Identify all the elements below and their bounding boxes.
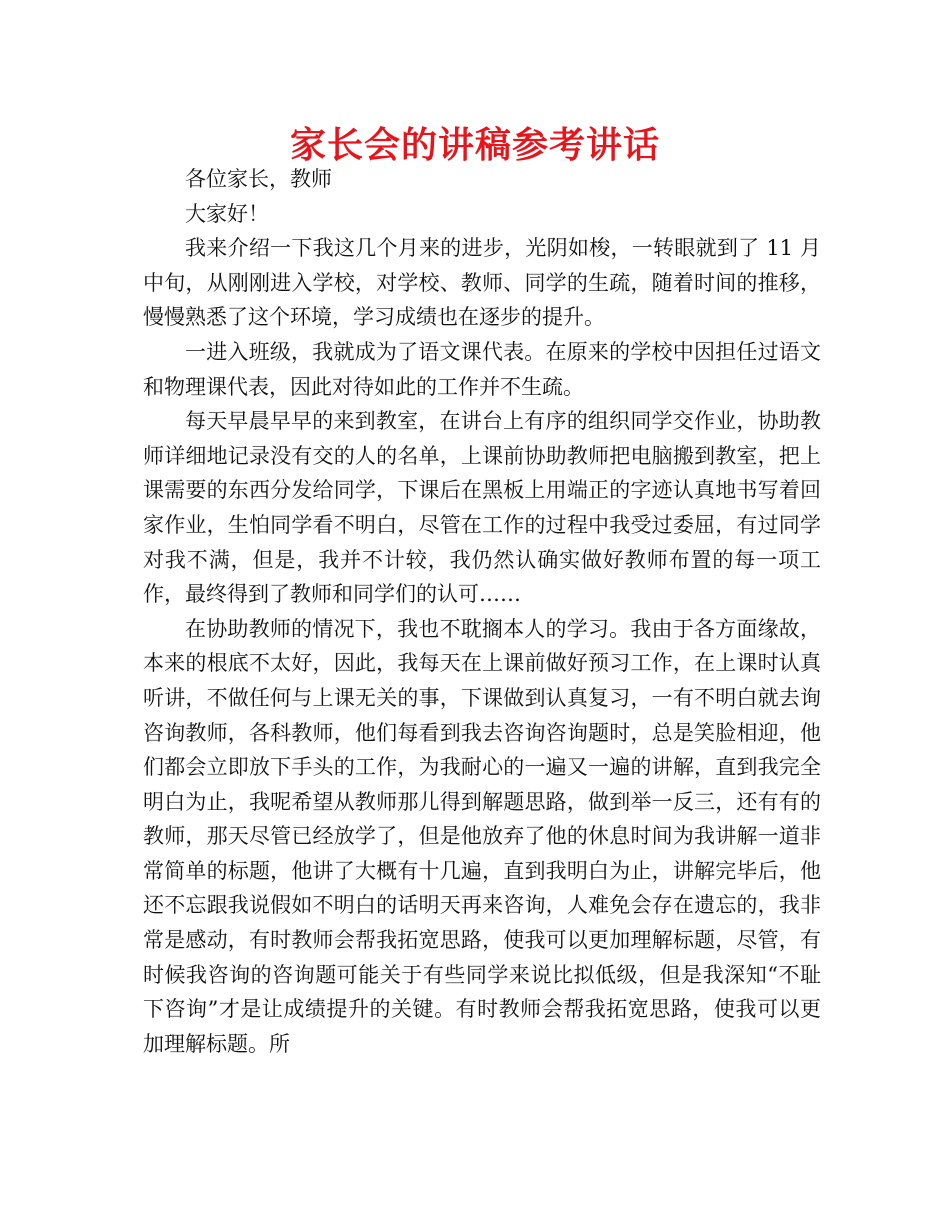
paragraph-greeting: 大家好！ — [185, 201, 269, 226]
document-body — [143, 162, 821, 1061]
paragraph-salutation: 各位家长，教师 — [185, 167, 332, 191]
paragraph-study-habits: 在协助教师的情况下，我也不耽搁本人的学习。我由于各方面缘故，本来的根底不太好，因此，我每天在上课前做好预习工作，在上课时认真听讲，不做任何与上课无关的事，下课做到认真复习，一有不明白就去询咨询教师，各科教师，他们每看到我去咨询咨询题时，总是笑脸相迎，他们都会立即放下手头的工作，为我耐心的一遍又一遍的讲解，直到我完全明白为止，我呢希望从教师那儿得到解题思路，做到举一反三，还有有的教师，那天尽管已经放学了，但是他放弃了他的休息时间为我讲解一道非常简单的标题，他讲了大概有十几遍，直到我明白为止，讲解完毕后，他还不忘跟我说假如不明白的话明天再来咨询，人难免会存在遗忘的，我非常是感动，有时教师会帮我拓宽思路，使我可以更加理解标题，尽管，有时候我咨询的咨询题可能关于有些同学来说比拟低级，但是我深知“不耻下咨询”才是让成绩提升的关键。有时教师会帮我拓宽思路，使我可以更加理解标题。所 — [143, 616, 821, 1056]
document-title: 家长会的讲稿参考讲话 — [289, 125, 660, 166]
paragraph-progress-intro: 我来介绍一下我这几个月来的进步，光阴如梭，一转眼就到了 11 月中旬，从刚刚进入学校，对学校、教师、同学的生疏，随着时间的推移，慢慢熟悉了这个环境，学习成绩也在逐步的提升。 — [143, 236, 821, 330]
paragraph-daily-duties: 每天早晨早早的来到教室，在讲台上有序的组织同学交作业，协助教师详细地记录没有交的人的名单，上课前协助教师把电脑搬到教室，把上课需要的东西分发给同学，下课后在黑板上用端正的字迹认真地书写着回家作业，生怕同学看不明白，尽管在工作的过程中我受过委屈，有过同学对我不满，但是，我并不计较，我仍然认确实做好教师布置的每一项工作，最终得到了教师和同学们的认可…… — [143, 409, 821, 607]
paragraph-class-representative: 一进入班级，我就成为了语文课代表。在原来的学校中因担任过语文和物理课代表，因此对待如此的工作并不生疏。 — [143, 339, 821, 399]
